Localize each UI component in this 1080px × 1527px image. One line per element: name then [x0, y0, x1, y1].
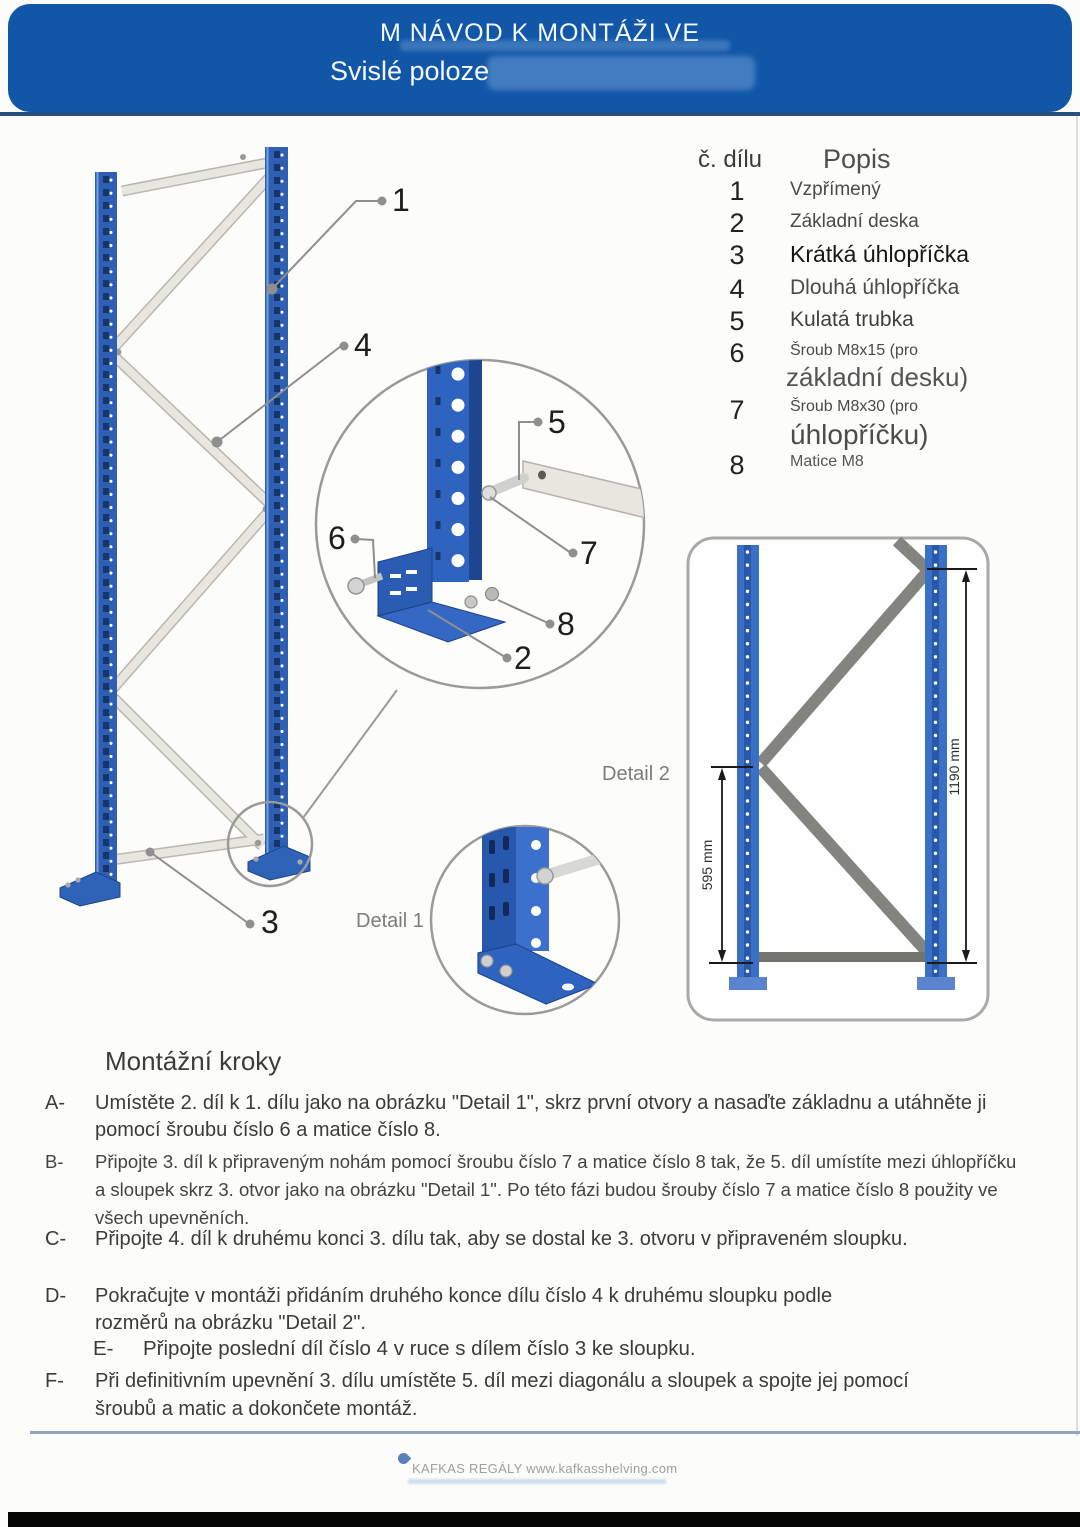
part-row-desc: Šroub M8x15 (pro	[790, 342, 919, 359]
parts-col-number: č. dílu	[698, 146, 763, 173]
step-text: Umístěte 2. díl k 1. dílu jako na obrázku "Detail 1", skrz první otvory a nasaďte základnu a utáhněte ji pomocí šroubu číslo 6 a matice číslo 8.	[95, 1092, 987, 1141]
page-subtitle: Svislé poloze	[330, 56, 490, 86]
part-row-num: 8	[729, 450, 745, 480]
part-row-num: 2	[729, 208, 745, 238]
part-row-num: 5	[729, 306, 745, 336]
part-row-desc: Vzpřímený	[790, 179, 881, 200]
page-title: M NÁVOD K MONTÁŽI VE	[379, 19, 701, 47]
part-row-num: 7	[729, 395, 745, 425]
part-row-num: 4	[729, 274, 745, 304]
part-row-num: 1	[729, 176, 745, 206]
callout-2: 2	[514, 640, 532, 676]
detail2-label: Detail 2	[602, 763, 670, 785]
callout-4: 4	[354, 327, 372, 363]
part-row-desc: Krátká úhlopříčka	[790, 241, 969, 267]
left-upright	[95, 172, 117, 890]
footer-erased-text-artifact	[408, 1479, 666, 1484]
step-letter: D-	[45, 1285, 67, 1307]
detail2-panel	[688, 538, 988, 1020]
step-d	[45, 1283, 905, 1337]
parts-table	[690, 140, 1075, 485]
step-e	[93, 1337, 1043, 1361]
callout-5: 5	[548, 404, 566, 440]
dim-595-label: 595 mm	[699, 839, 715, 891]
detail-large-circle	[316, 356, 650, 688]
footer-text	[412, 1461, 677, 1476]
footer-brand: KAFKAS REGÁLY	[412, 1461, 523, 1476]
right-upright	[265, 147, 288, 871]
part-row-desc: Základní deska	[790, 211, 919, 232]
parts-col-desc: Popis	[823, 144, 891, 174]
step-letter: F-	[45, 1370, 64, 1392]
callout-8: 8	[557, 606, 575, 642]
callout-1: 1	[392, 182, 410, 218]
step-text: Při definitivním upevnění 3. dílu umístěte 5. díl mezi diagonálu a sloupek a spojte jej pomocí šroubů a matic a dokončete montáž.	[95, 1370, 909, 1420]
part-row-desc-cont: základní desku)	[786, 362, 969, 392]
steps-heading: Montážní kroky	[105, 1046, 282, 1076]
part-row-desc: Matice M8	[790, 453, 864, 470]
detail-nut-8	[486, 588, 499, 601]
detail1-upright	[482, 827, 516, 953]
callout-3: 3	[261, 904, 279, 940]
bottom-black-bar	[8, 1512, 1080, 1527]
part-row-desc-cont: úhlopříčku)	[790, 419, 929, 450]
callout-6: 6	[328, 520, 346, 556]
part-row-num: 3	[729, 240, 745, 270]
detail-bolt-7	[482, 486, 496, 500]
step-text: Připojte 4. díl k druhému konci 3. dílu tak, aby se dostal ke 3. otvoru v připraveném sloupku.	[95, 1228, 908, 1250]
callout-7: 7	[580, 535, 598, 571]
right-foot-base-plate	[248, 846, 310, 880]
step-text: Pokračujte v montáži přidáním druhého konce dílu číslo 4 k druhému sloupku podle rozměrů na obrázku "Detail 2".	[95, 1285, 833, 1334]
step-c	[45, 1226, 945, 1253]
part-row-desc: Šroub M8x30 (pro	[790, 398, 919, 415]
step-letter: E-	[93, 1337, 114, 1360]
step-a	[45, 1090, 1000, 1143]
step-letter: B-	[45, 1151, 64, 1172]
zoom-connector-line	[303, 690, 397, 818]
step-text: Připojte poslední díl číslo 4 v ruce s dílem číslo 3 ke sloupku.	[143, 1337, 696, 1360]
step-f	[45, 1367, 955, 1423]
footer-divider	[30, 1431, 1080, 1434]
frame-braces	[104, 154, 276, 861]
detail1-label: Detail 1	[356, 910, 424, 932]
part-row-desc: Kulatá trubka	[790, 308, 914, 331]
part-row-desc: Dlouhá úhlopříčka	[790, 276, 960, 299]
footer-url: www.kafkasshelving.com	[526, 1461, 678, 1476]
step-text: Připojte 3. díl k připraveným nohám pomocí šroubu číslo 7 a matice číslo 8 tak, že 5. díl umístíte mezi úhlopříčku a sloupek skrz 3. otvor jako na obrázku "Detail 1". Po této fázi budou šrouby číslo 7 a matice číslo 8 použity ve všech upevněních.	[95, 1151, 1017, 1228]
step-letter: A-	[45, 1092, 65, 1114]
step-b	[45, 1148, 1025, 1231]
detail1-circle	[431, 826, 619, 1014]
part-row-num: 6	[729, 338, 745, 368]
detail1-hex-bolt	[537, 868, 553, 884]
dim-1190-label: 1190 mm	[946, 738, 962, 796]
step-letter: C-	[45, 1228, 67, 1250]
